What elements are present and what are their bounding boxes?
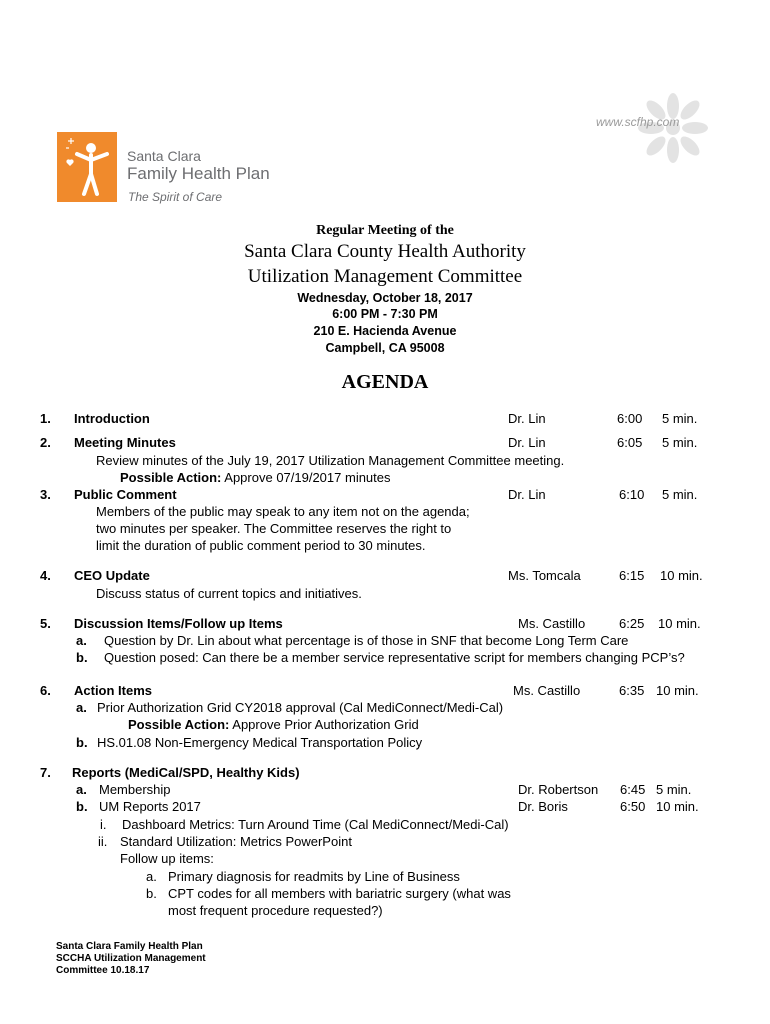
item-presenter: Ms. Castillo [518,616,586,631]
item-description: two minutes per speaker. The Committee reserves the right to [96,521,452,536]
item-time: 6:00 [617,411,643,426]
meeting-address: 210 E. Hacienda Avenue [313,324,457,338]
item-duration: 5 min. [662,487,698,502]
item-time: 6:15 [619,568,645,583]
item-number: 3. [40,487,51,502]
meeting-subtitle: Utilization Management Committee [247,266,523,287]
sub-item-text: Membership [99,782,171,797]
sub-item-text: Prior Authorization Grid CY2018 approval (Cal MediConnect/Medi-Cal) [97,700,504,715]
item-presenter: Dr. Lin [508,487,546,502]
item-duration: 10 min. [656,799,699,814]
item-title: Action Items [74,683,153,698]
item-duration: 5 min. [662,435,698,450]
sub-item-label: b. [76,735,88,750]
sub-sub-label: ii. [98,834,108,849]
possible-action-text: Approve 07/19/2017 minutes [224,470,391,485]
item-title: Meeting Minutes [74,435,176,450]
item-number: 1. [40,411,51,426]
item-number: 6. [40,683,51,698]
possible-action-label: Possible Action: [128,717,230,732]
sub-item-label: b. [76,650,88,665]
sub-item-text: HS.01.08 Non-Emergency Medical Transportation Policy [97,735,423,750]
meeting-city: Campbell, CA 95008 [325,341,445,355]
sub-item-label: a. [76,700,87,715]
followup-text: CPT codes for all members with bariatric surgery (what was [168,886,511,901]
item-number: 4. [40,568,51,583]
followup-label: b. [146,886,157,901]
possible-action-text: Approve Prior Authorization Grid [232,717,419,732]
item-duration: 5 min. [656,782,692,797]
item-description: limit the duration of public comment period to 30 minutes. [96,538,426,553]
meeting-time: 6:00 PM - 7:30 PM [332,307,438,321]
item-presenter: Dr. Robertson [518,782,599,797]
item-presenter: Ms. Castillo [513,683,581,698]
footer-line-3: Committee 10.18.17 [56,965,150,976]
item-presenter: Dr. Boris [518,799,568,814]
item-title: Discussion Items/Follow up Items [74,616,283,631]
followup-text: Primary diagnosis for readmits by Line of Business [168,869,460,884]
figure-icon [57,132,117,202]
sub-sub-text: Dashboard Metrics: Turn Around Time (Cal MediConnect/Medi-Cal) [122,817,509,832]
followup-heading: Follow up items: [120,851,214,866]
item-duration: 10 min. [660,568,703,583]
item-duration: 10 min. [656,683,699,698]
meeting-title: Santa Clara County Health Authority [244,241,526,262]
possible-action [128,717,419,732]
item-number: 5. [40,616,51,631]
item-number: 7. [40,765,51,780]
brand-line-2: Family Health Plan [127,164,270,183]
item-title: Public Comment [74,487,177,502]
item-presenter: Dr. Lin [508,435,546,450]
item-presenter: Dr. Lin [508,411,546,426]
footer-line-2: SCCHA Utilization Management [56,953,206,964]
footer-line-1: Santa Clara Family Health Plan [56,941,203,952]
item-description: Review minutes of the July 19, 2017 Utilization Management Committee meeting. [96,453,565,468]
item-time: 6:45 [620,782,646,797]
sub-item-label: b. [76,799,88,814]
followup-label: a. [146,869,157,884]
sub-item-text: Question posed: Can there be a member service representative script for members changing PCP’s? [104,650,685,665]
sub-item-text: UM Reports 2017 [99,799,201,814]
meeting-pre-title: Regular Meeting of the [316,223,454,238]
item-duration: 5 min. [662,411,698,426]
item-description: Members of the public may speak to any item not on the agenda; [96,504,470,519]
possible-action [120,470,391,485]
item-time: 6:35 [619,683,645,698]
sub-item-label: a. [76,633,87,648]
sub-item-text: Question by Dr. Lin about what percentage is of those in SNF that become Long Term Care [104,633,629,648]
item-description: Discuss status of current topics and initiatives. [96,586,362,601]
sub-sub-label: i. [100,817,107,832]
item-time: 6:05 [617,435,643,450]
followup-text: most frequent procedure requested?) [168,903,383,918]
brand-tagline: The Spirit of Care [128,190,223,204]
item-number: 2. [40,435,51,450]
item-duration: 10 min. [658,616,701,631]
item-title: CEO Update [74,568,150,583]
brand-line-1: Santa Clara [127,148,201,164]
item-time: 6:50 [620,799,646,814]
item-title: Introduction [74,411,150,426]
meeting-date: Wednesday, October 18, 2017 [297,291,473,305]
logo-mark [57,132,117,202]
agenda-heading: AGENDA [341,371,429,393]
item-presenter: Ms. Tomcala [508,568,581,583]
sub-sub-text: Standard Utilization: Metrics PowerPoint [120,834,352,849]
item-title: Reports (MediCal/SPD, Healthy Kids) [72,765,300,780]
website-url: www.scfhp.com [596,115,680,129]
item-time: 6:25 [619,616,645,631]
sub-item-label: a. [76,782,87,797]
item-time: 6:10 [619,487,645,502]
possible-action-label: Possible Action: [120,470,222,485]
